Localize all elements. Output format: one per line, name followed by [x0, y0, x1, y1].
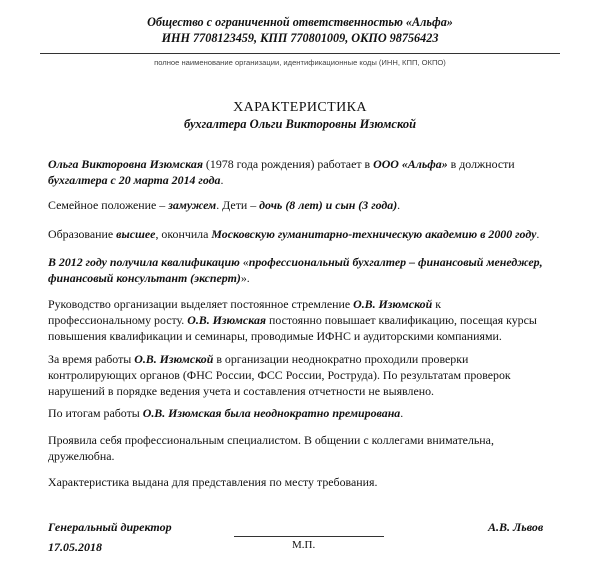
emphasized-text: профессиональный бухгалтер – финансовый менеджер, — [248, 255, 543, 269]
document-subtitle: бухгалтера Ольги Викторовны Изюмской — [183, 117, 417, 131]
text-run: . — [220, 173, 224, 187]
text-run: постоянно повышает квалификацию, посещая курсы — [266, 313, 537, 327]
text-run: нарушений в порядке ведения учета и составления отчетности не выявлено. — [48, 384, 434, 398]
text-run: Образование — [48, 227, 117, 241]
emphasized-text: бухгалтера с 20 марта 2014 года — [48, 173, 221, 187]
text-run: Руководство организации выделяет постоянное стремление — [48, 297, 354, 311]
text-run: , окончила — [155, 227, 212, 241]
emphasized-text: замужем — [168, 198, 217, 212]
text-run: . Дети – — [216, 198, 260, 212]
text-run: . — [397, 198, 401, 212]
document-title: ХАРАКТЕРИСТИКА — [233, 100, 367, 115]
paragraph-family — [48, 197, 578, 213]
paragraph-line — [48, 448, 578, 464]
text-run: ». — [240, 271, 250, 285]
paragraph-qualification — [48, 254, 578, 286]
emphasized-text: О.В. Изюмская была неоднократно премирована — [142, 406, 401, 420]
paragraph-line — [48, 328, 578, 344]
paragraph-awards — [48, 405, 578, 421]
text-run: профессиональному росту. — [48, 313, 188, 327]
paragraph-line — [48, 351, 578, 367]
emphasized-text: финансовый консультант (эксперт) — [48, 271, 241, 285]
text-run: За время работы — [48, 352, 135, 366]
paragraph-line — [48, 405, 578, 421]
emphasized-text: ООО «Альфа» — [373, 157, 448, 171]
text-run: . — [536, 227, 540, 241]
text-run: (1978 года рождения) работает в — [202, 157, 374, 171]
paragraph-line — [48, 383, 578, 399]
text-run: По итогам работы — [48, 406, 143, 420]
stamp-place-label: М.П. — [292, 539, 316, 551]
signer-position: Генеральный директор — [48, 520, 172, 534]
header-caption: полное наименование организации, идентификационные коды (ИНН, КПП, ОКПО) — [154, 58, 446, 67]
paragraph-line — [48, 432, 578, 448]
text-run: в должности — [447, 157, 515, 171]
paragraph-line — [48, 156, 578, 172]
signature-line — [234, 536, 384, 537]
emphasized-text: Ольга Викторовна Изюмская — [48, 157, 203, 171]
organization-name: Общество с ограниченной ответственностью «Альфа» — [147, 15, 453, 29]
text-run: к — [432, 297, 441, 311]
paragraph-line — [48, 296, 578, 312]
emphasized-text: О.В. Изюмской — [353, 297, 433, 311]
emphasized-text: Московскую гуманитарно-техническую академию в 2000 году — [211, 227, 537, 241]
emphasized-text: высшее — [116, 227, 156, 241]
paragraph-line — [48, 172, 578, 188]
text-run: Проявила себя профессиональным специалистом. В общении с коллегами внимательна, — [48, 433, 494, 447]
paragraph-line — [48, 270, 578, 286]
paragraph-line — [48, 197, 578, 213]
paragraph-employee — [48, 156, 578, 188]
emphasized-text: дочь (8 лет) и сын (3 года) — [259, 198, 398, 212]
document-date: 17.05.2018 — [48, 540, 102, 554]
text-run: Семейное положение – — [48, 198, 169, 212]
paragraph-line — [48, 226, 578, 242]
paragraph-line — [48, 367, 578, 383]
text-run: . — [400, 406, 404, 420]
text-run: повышения квалификации и семинары, проводимые ИФНС и аудиторскими компаниями. — [48, 329, 502, 343]
paragraph-development — [48, 296, 578, 344]
paragraph-education — [48, 226, 578, 242]
header-rule — [40, 53, 560, 54]
paragraph-personality — [48, 432, 578, 464]
text-run: контролирующих органов (ФНС России, ФСС России, Роструда). По результатам проверок — [48, 368, 511, 382]
emphasized-text: О.В. Изюмская — [187, 313, 267, 327]
text-run: дружелюбна. — [48, 449, 115, 463]
signer-name: А.В. Львов — [488, 520, 544, 534]
paragraph-purpose — [48, 474, 578, 490]
text-run: « — [239, 255, 249, 269]
paragraph-line — [48, 254, 578, 270]
text-run: Характеристика выдана для представления по месту требования. — [48, 475, 378, 489]
paragraph-inspections — [48, 351, 578, 399]
emphasized-text: О.В. Изюмской — [134, 352, 214, 366]
emphasized-text: В 2012 году получила квалификацию — [48, 255, 240, 269]
paragraph-line — [48, 312, 578, 328]
text-run: в организации неоднократно проходили проверки — [213, 352, 469, 366]
organization-codes: ИНН 7708123459, КПП 770801009, ОКПО 98756423 — [161, 31, 439, 45]
paragraph-line — [48, 474, 578, 490]
